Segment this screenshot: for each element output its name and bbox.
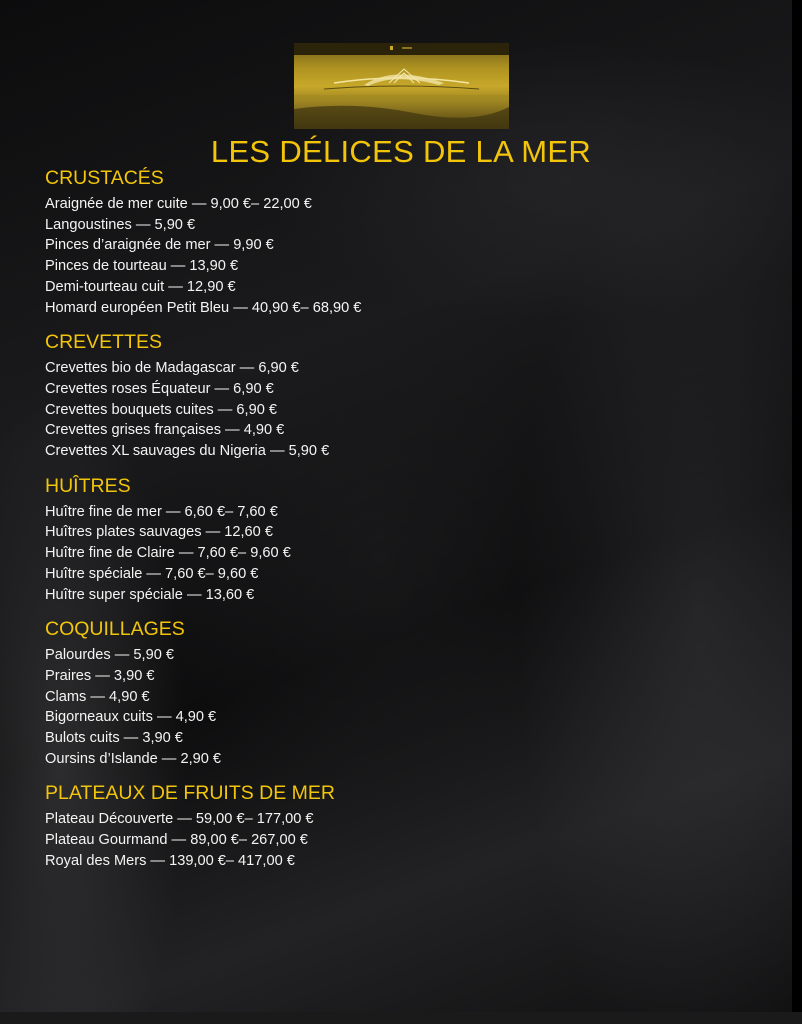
- logo-image: [294, 43, 509, 129]
- bottom-border: [0, 1012, 802, 1024]
- menu-list: [45, 165, 765, 885]
- menu-item: Royal des Mers — 139,00 €– 417,00 €: [45, 852, 295, 869]
- menu-item: Pinces d’araignée de mer — 9,90 €: [45, 237, 274, 254]
- section-coquillages: [45, 618, 765, 769]
- menu-item: Palourdes — 5,90 €: [45, 647, 174, 664]
- section-title: COQUILLAGES: [45, 618, 185, 641]
- menu-item: Crevettes XL sauvages du Nigeria — 5,90 €: [45, 443, 330, 460]
- menu-item: Crevettes bio de Madagascar — 6,90 €: [45, 360, 299, 377]
- menu-item: Huîtres plates sauvages — 12,60 €: [45, 524, 273, 541]
- menu-item: Huître spéciale — 7,60 €– 9,60 €: [45, 565, 259, 582]
- menu-item: Pinces de tourteau — 13,90 €: [45, 258, 239, 275]
- menu-item: Langoustines — 5,90 €: [45, 216, 196, 233]
- section-crustaces: [45, 167, 765, 318]
- boat-logo-icon: [294, 43, 509, 129]
- section-crevettes: [45, 331, 765, 462]
- menu-item: Oursins d’Islande — 2,90 €: [45, 750, 222, 767]
- menu-item: Clams — 4,90 €: [45, 688, 150, 705]
- section-huitres: [45, 475, 765, 606]
- section-title: CREVETTES: [45, 331, 163, 354]
- menu-item: Crevettes bouquets cuites — 6,90 €: [45, 401, 278, 418]
- section-title: HUÎTRES: [45, 474, 131, 497]
- menu-item: Plateau Gourmand — 89,00 €– 267,00 €: [45, 832, 308, 849]
- section-plateaux: [45, 782, 765, 871]
- menu-item: Huître super spéciale — 13,60 €: [45, 586, 255, 603]
- right-border: [792, 0, 802, 1024]
- menu-item: Crevettes grises françaises — 4,90 €: [45, 422, 285, 439]
- menu-item: Araignée de mer cuite — 9,00 €– 22,00 €: [45, 196, 312, 212]
- menu-item: Homard européen Petit Bleu — 40,90 €– 68,90 €: [45, 299, 362, 316]
- menu-item: Crevettes roses Équateur — 6,90 €: [45, 380, 274, 397]
- menu-item: Plateau Découverte — 59,00 €– 177,00 €: [45, 811, 314, 828]
- menu-item: Bigorneaux cuits — 4,90 €: [45, 709, 217, 726]
- menu-title: LES DÉLICES DE LA MER: [210, 134, 592, 169]
- section-title: PLATEAUX DE FRUITS DE MER: [45, 782, 336, 805]
- section-title: CRUSTACÉS: [45, 167, 164, 189]
- menu-item: Huître fine de mer — 6,60 €– 7,60 €: [45, 503, 278, 520]
- menu-item: Bulots cuits — 3,90 €: [45, 730, 183, 747]
- menu-item: Demi-tourteau cuit — 12,90 €: [45, 278, 236, 295]
- menu-item: Praires — 3,90 €: [45, 667, 155, 684]
- menu-item: Huître fine de Claire — 7,60 €– 9,60 €: [45, 545, 291, 562]
